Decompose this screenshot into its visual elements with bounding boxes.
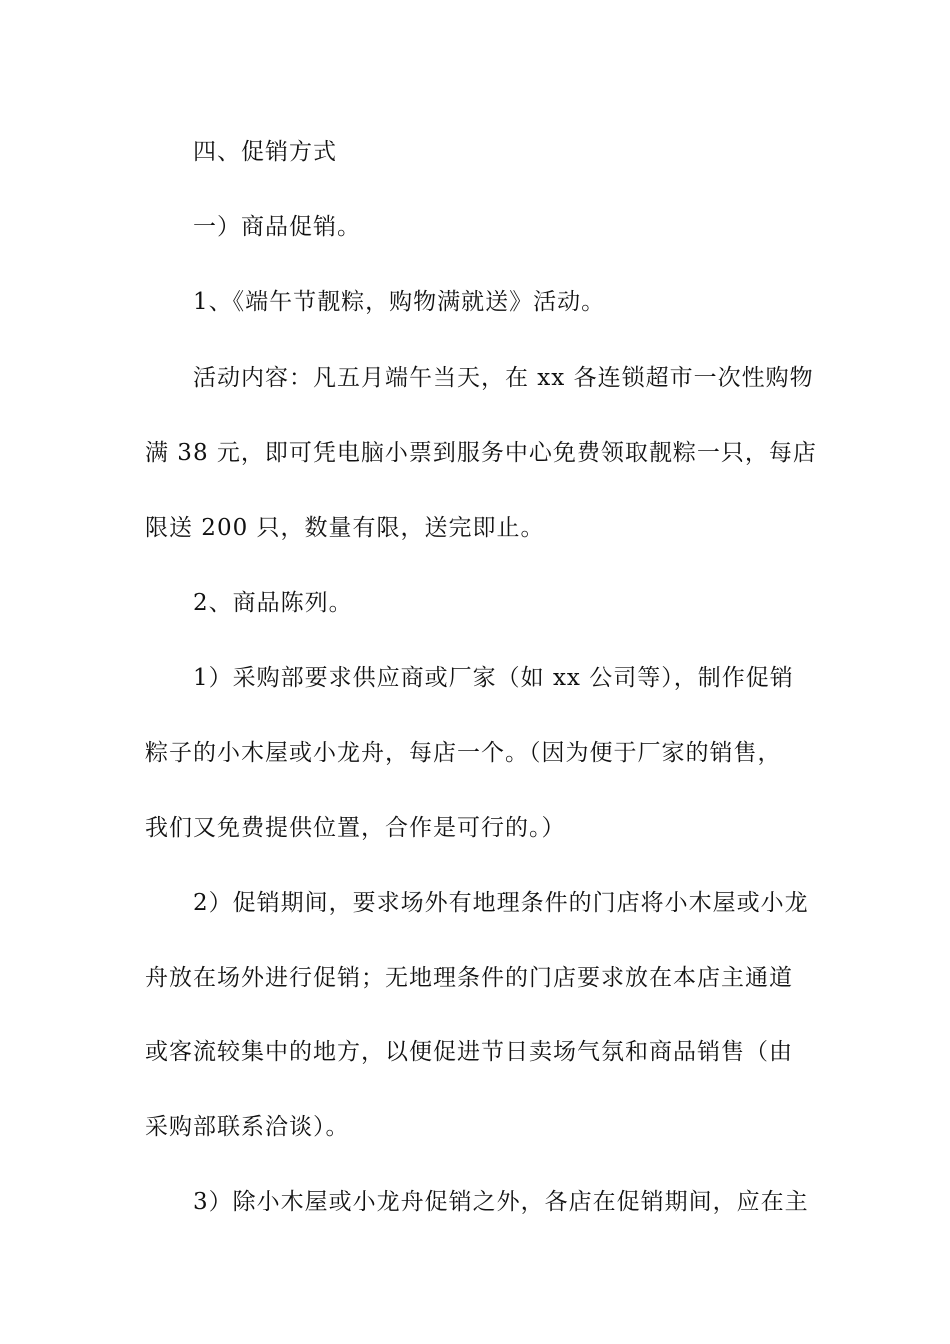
paragraph-line: 2）促销期间，要求场外有地理条件的门店将小木屋或小龙: [193, 890, 809, 916]
paragraph-line: 限送 200 只，数量有限，送完即止。: [145, 515, 545, 541]
paragraph-line: 1）采购部要求供应商或厂家（如 xx 公司等），制作促销: [193, 665, 794, 691]
subsection-heading: 一）商品促销。: [193, 214, 361, 240]
paragraph-line: 3）除小木屋或小龙舟促销之外，各店在促销期间，应在主: [193, 1189, 809, 1215]
subsection-heading: 2、商品陈列。: [193, 590, 353, 616]
paragraph-line: 我们又免费提供位置，合作是可行的。）: [145, 815, 566, 841]
paragraph-line: 满 38 元，即可凭电脑小票到服务中心免费领取靓粽一只，每店: [145, 440, 817, 466]
paragraph-line: 或客流较集中的地方，以便促进节日卖场气氛和商品销售（由: [145, 1039, 793, 1065]
activity-title: 1、《端午节靓粽，购物满就送》活动。: [193, 289, 606, 315]
paragraph-line: 粽子的小木屋或小龙舟，每店一个。（因为便于厂家的销售，: [145, 740, 782, 766]
paragraph-line: 活动内容：凡五月端午当天，在 xx 各连锁超市一次性购物: [193, 365, 814, 391]
paragraph-line: 舟放在场外进行促销；无地理条件的门店要求放在本店主通道: [145, 965, 793, 991]
paragraph-line: 采购部联系洽谈）。: [145, 1114, 350, 1140]
section-heading: 四、促销方式: [193, 139, 337, 165]
